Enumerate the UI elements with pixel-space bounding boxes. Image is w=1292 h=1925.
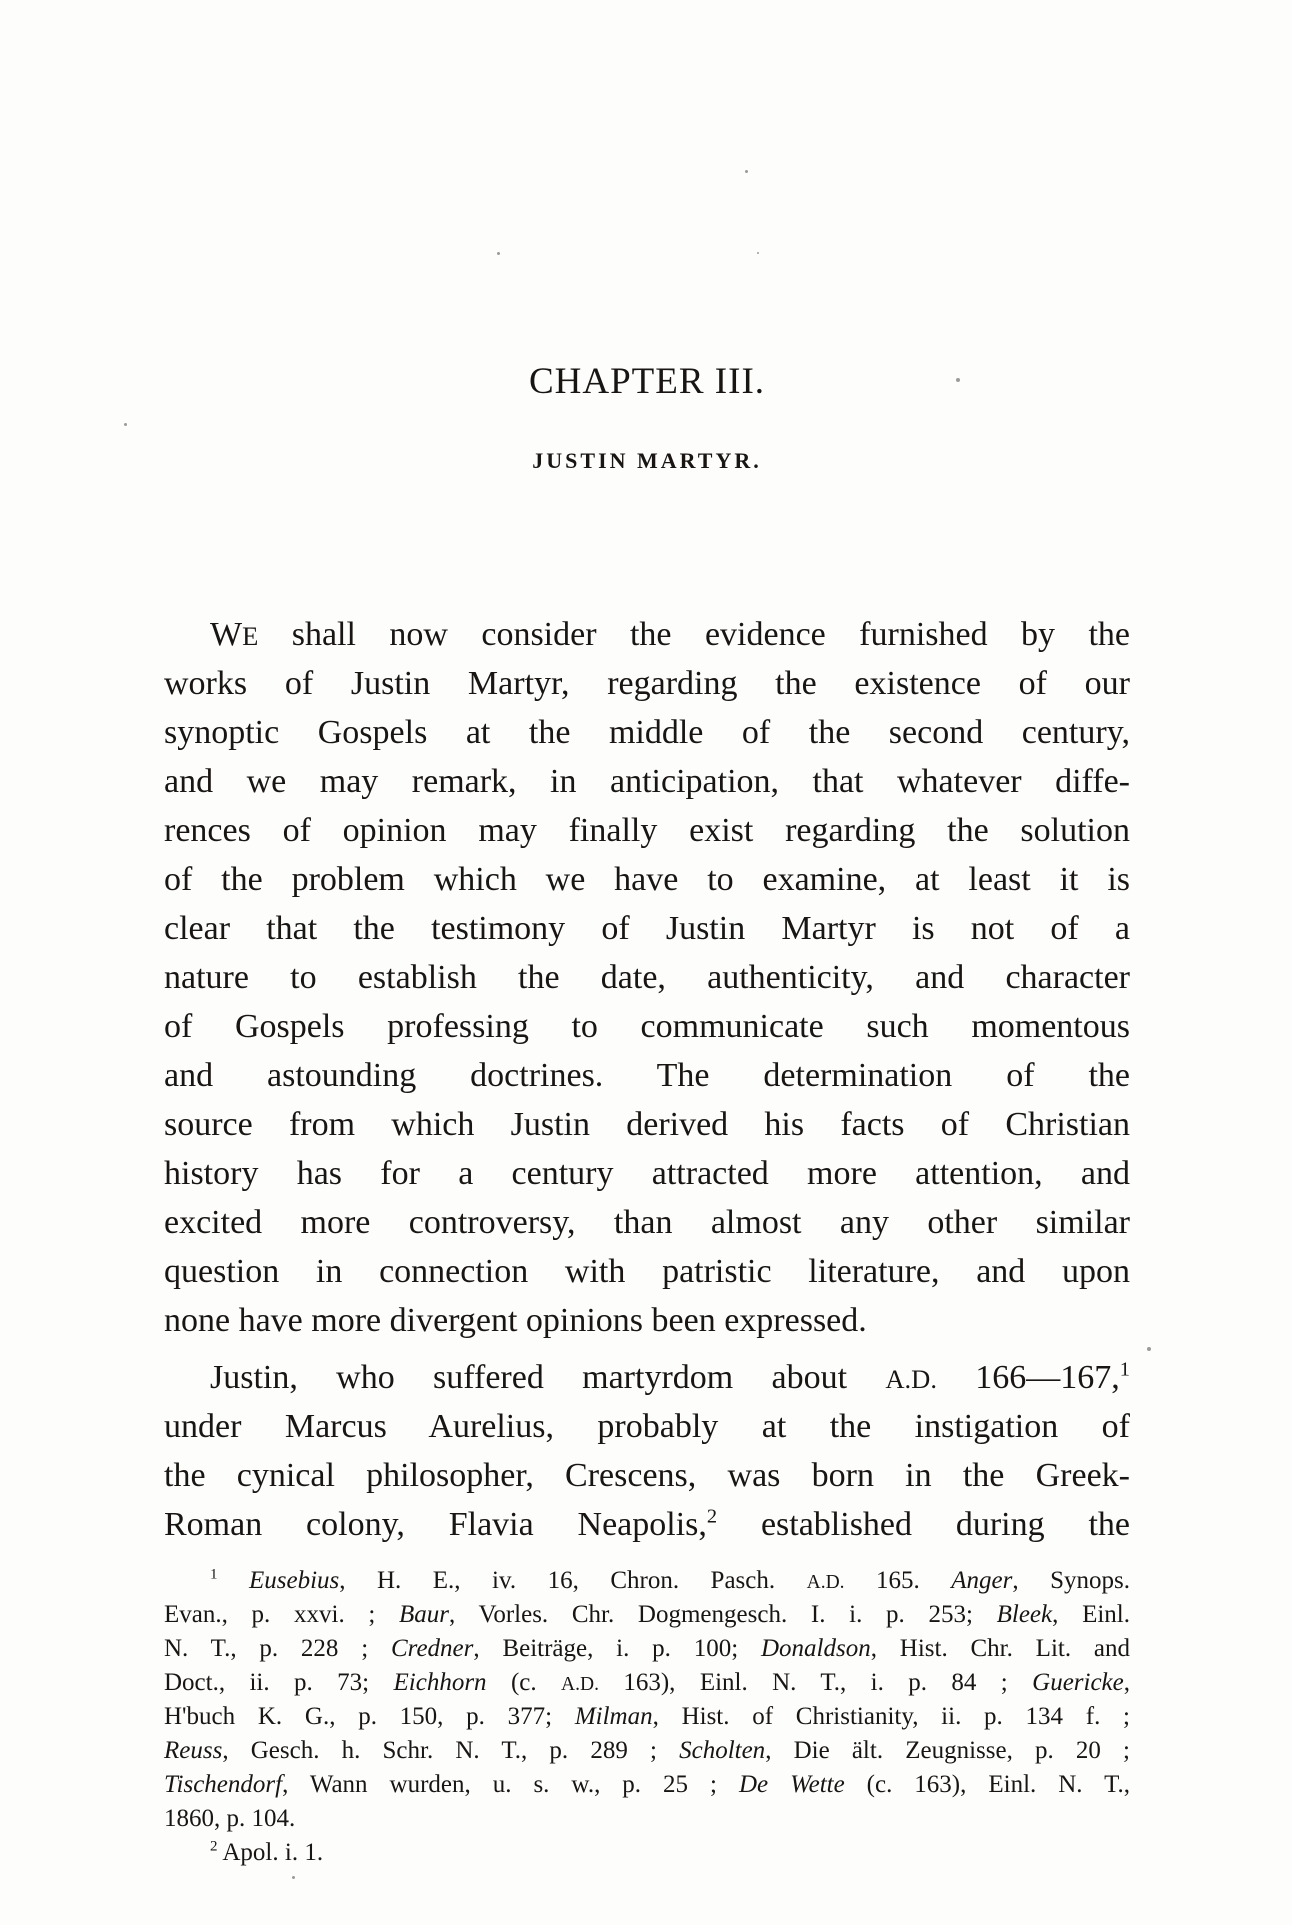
text-line [164,610,1130,659]
text-line [164,1353,1130,1402]
text-segment: established during the [717,1506,1130,1543]
body-text [164,610,1130,1549]
text-segment: 1860, p. 104. [164,1805,296,1832]
text-segment: Roman colony, Flavia Neapolis, [164,1506,707,1543]
scan-speck [1147,1347,1151,1351]
text-segment: history has for a century attracted more attention, and [164,1155,1130,1192]
text-segment: (c. [486,1669,562,1696]
text-line [164,855,1130,904]
scan-speck [745,170,748,173]
text-segment: Donaldson [760,1635,871,1662]
text-line [164,757,1130,806]
text-segment: N. T., p. 228 ; [164,1635,391,1662]
text-segment: , Vorles. Chr. Dogmengesch. I. i. p. 253; [449,1601,997,1628]
scan-speck [292,1876,295,1879]
text-segment: Baur [399,1601,450,1628]
text-segment: H'buch K. G., p. 150, p. 377; [164,1703,575,1730]
text-segment: 166—167, [936,1359,1120,1396]
text-line [164,1100,1130,1149]
text-segment: Doct., ii. p. 73; [164,1669,394,1696]
scan-speck [497,252,500,255]
text-segment: excited more controversy, than almost any other similar [164,1204,1130,1241]
text-segment: , Wann wurden, u. s. w., p. 25 ; [282,1771,739,1798]
text-segment: , Die ält. Zeugnisse, p. 20 ; [765,1737,1130,1764]
text-segment: E [242,621,259,651]
text-segment: source from which Justin derived his facts of Christian [164,1106,1130,1143]
text-line [164,1598,1130,1632]
text-line [164,1247,1130,1296]
text-line [164,1734,1130,1768]
text-segment: Reuss [164,1737,223,1764]
text-segment: Apol. i. 1. [217,1839,324,1866]
text-segment: and astounding doctrines. The determination of the [164,1057,1130,1094]
text-line [164,1402,1130,1451]
scan-speck [124,423,127,426]
text-line [164,1149,1130,1198]
text-line [164,659,1130,708]
text-line [164,1564,1130,1598]
text-line [164,1198,1130,1247]
text-segment: Scholten [679,1737,766,1764]
text-segment: of the problem which we have to examine, at least it is [164,861,1130,898]
footnote-marker: 2 [210,1838,218,1855]
text-segment: none have more divergent opinions been expressed. [164,1302,867,1339]
text-segment: (c. 163), Einl. N. T., [844,1771,1130,1798]
text-line [164,1836,1130,1870]
text-line [164,806,1130,855]
text-segment: clear that the testimony of Justin Martyr is not of a [164,910,1130,947]
text-segment: W [210,616,243,653]
text-segment: Justin, who suffered martyrdom about [210,1359,886,1396]
text-segment: Tischendorf [164,1771,283,1798]
paragraph-2 [164,1353,1130,1549]
section-title: JUSTIN MARTYR. [532,448,762,473]
text-segment: 165. [844,1567,952,1594]
footnote-section [164,1564,1130,1870]
text-line [164,1768,1130,1802]
chapter-title: CHAPTER III. [528,361,766,402]
text-segment: shall now consider the evidence furnished by the [258,616,1130,653]
text-segment: Anger [951,1567,1013,1594]
paragraph-1 [164,610,1130,1345]
text-line [164,1802,1130,1836]
text-line [164,1451,1130,1500]
footnote-marker: 2 [706,1505,718,1528]
text-line [164,1666,1130,1700]
text-segment: the cynical philosopher, Crescens, was born in the Greek- [164,1457,1130,1494]
text-segment: rences of opinion may finally exist regarding the solution [164,812,1130,849]
text-segment: A.D. [806,1572,845,1593]
text-segment: Eusebius [248,1567,340,1594]
text-segment: , Hist. Chr. Lit. and [870,1635,1130,1662]
text-segment: , Gesch. h. Schr. N. T., p. 289 ; [222,1737,680,1764]
text-segment: synoptic Gospels at the middle of the second century, [164,714,1130,751]
text-line [164,1002,1130,1051]
text-segment: A.D. [561,1674,599,1695]
text-segment: and we may remark, in anticipation, that whatever diffe- [164,763,1130,800]
text-segment: Guericke [1032,1669,1124,1696]
text-segment: Eichhorn [393,1669,487,1696]
text-line [164,1296,1130,1345]
text-segment: question in connection with patristic literature, and upon [164,1253,1130,1290]
text-segment: under Marcus Aurelius, probably at the instigation of [164,1408,1130,1445]
text-line [164,1700,1130,1734]
text-segment: nature to establish the date, authenticity, and character [164,959,1130,996]
text-line [164,904,1130,953]
text-segment: Evan., p. xxvi. ; [164,1601,400,1628]
text-segment: Milman [574,1703,653,1730]
text-segment: , Synops. [1012,1567,1130,1594]
text-segment: works of Justin Martyr, regarding the existence of our [164,665,1130,702]
footnote-marker: 1 [210,1566,218,1583]
text-line [164,953,1130,1002]
text-segment: , H. E., iv. 16, Chron. Pasch. [339,1567,807,1594]
text-segment: Bleek [996,1601,1053,1628]
text-segment: , Hist. of Christianity, ii. p. 134 f. ; [652,1703,1131,1730]
text-segment: 163), Einl. N. T., i. p. 84 ; [598,1669,1033,1696]
footnote-marker: 1 [1119,1358,1130,1381]
text-segment: De Wette [738,1771,845,1798]
text-line [164,1051,1130,1100]
text-line [164,708,1130,757]
text-segment [218,1567,249,1594]
text-segment: , Einl. [1052,1601,1130,1628]
text-segment: A.D. [885,1364,937,1394]
scan-speck [757,252,759,254]
text-line [164,1500,1130,1549]
text-line [164,1632,1130,1666]
text-segment: , [1123,1669,1131,1696]
text-segment: Credner [390,1635,474,1662]
text-segment: , Beiträge, i. p. 100; [473,1635,761,1662]
text-segment: of Gospels professing to communicate such momentous [164,1008,1130,1045]
scan-speck [956,378,960,382]
